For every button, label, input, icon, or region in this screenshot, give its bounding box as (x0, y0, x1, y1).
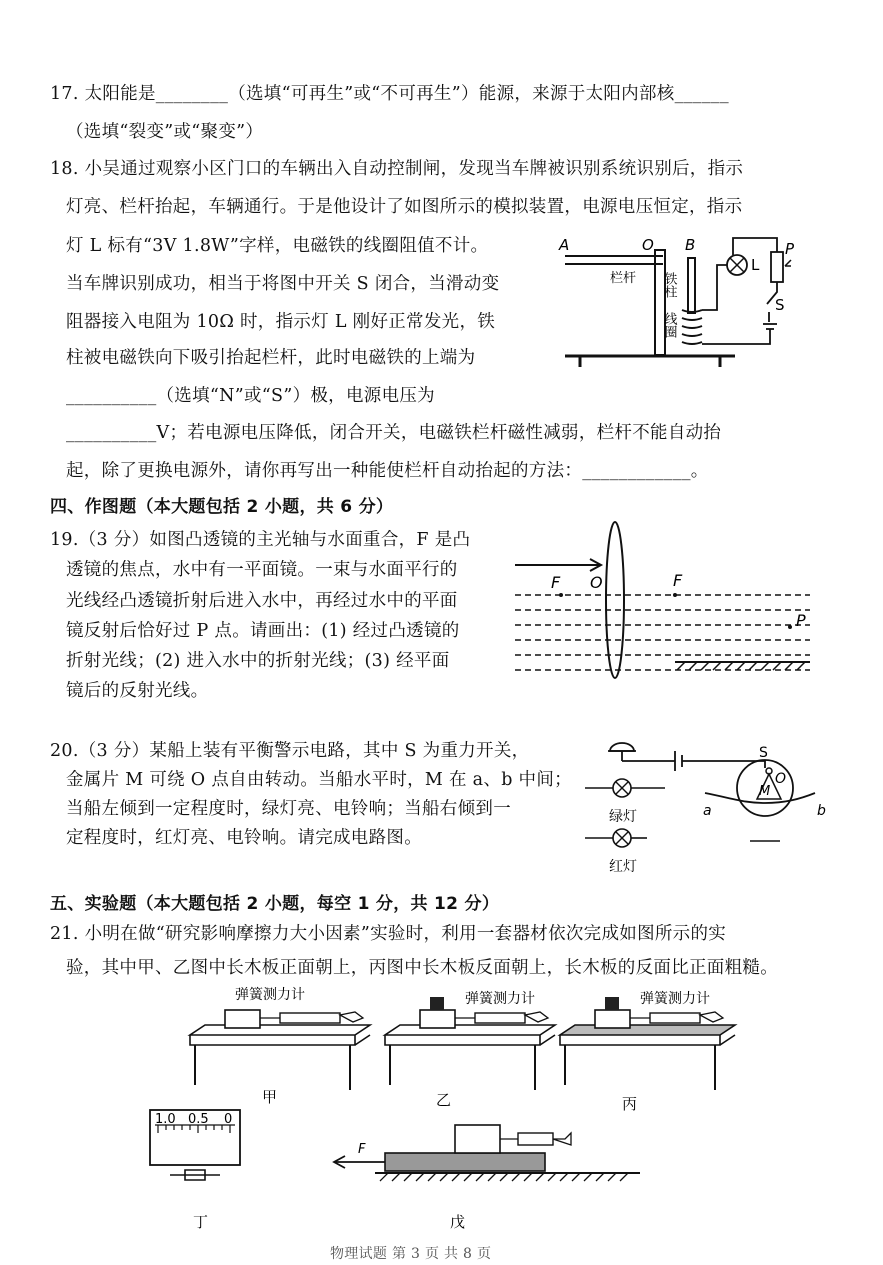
label-meter-bing: 弹簧测力计 (640, 991, 710, 1007)
q20-circuit-diagram (585, 733, 830, 878)
label-b: b (817, 803, 826, 819)
q21-line-1: 21. 小明在做“研究影响摩擦力大小因素”实验时，利用一套器材依次完成如图所示的实 (50, 924, 727, 944)
label-F: F (358, 1142, 366, 1157)
label-wu: 戊 (450, 1213, 466, 1231)
label-A: A (559, 236, 570, 254)
q20-line-1: 20.（3 分）某船上装有平衡警示电路，其中 S 为重力开关， (50, 741, 530, 761)
label-O: O (775, 771, 787, 787)
page-footer: 物理试题 第 3 页 共 8 页 (330, 1246, 492, 1262)
q19-line-3: 光线经凸透镜折射后进入水中，再经过水中的平面 (66, 591, 458, 611)
q19-line-1: 19.（3 分）如图凸透镜的主光轴与水面重合，F 是凸 (50, 530, 471, 550)
label-a: a (703, 803, 712, 819)
q19-line-6: 镜后的反射光线。 (66, 681, 209, 701)
label-xianquan: 线圈 (661, 312, 677, 338)
label-P: P (796, 611, 806, 630)
q21-friction-diagram (140, 985, 760, 1235)
label-jia: 甲 (262, 1088, 278, 1106)
q19-line-5: 折射光线；(2) 进入水中的折射光线；(3) 经平面 (66, 651, 450, 671)
q17-line-2: （选填“裂变”或“聚变”） (66, 122, 264, 142)
label-B: B (685, 236, 696, 254)
q17-line-1: 17. 太阳能是________（选填“可再生”或“不可再生”）能源，来源于太阳内部核______ (50, 84, 729, 104)
q18-line-4: 当车牌识别成功，相当于将图中开关 S 闭合，当滑动变 (66, 274, 500, 294)
label-ding: 丁 (193, 1213, 209, 1231)
label-bing: 丙 (622, 1095, 638, 1113)
label-yi: 乙 (436, 1091, 452, 1109)
label-meter-jia: 弹簧测力计 (235, 987, 305, 1003)
section-5-title: 五、实验题（本大题包括 2 小题，每空 1 分，共 12 分） (50, 894, 500, 914)
q19-lens-diagram (515, 520, 815, 685)
q18-line-6: 柱被电磁铁向下吸引抬起栏杆，此时电磁铁的上端为 (66, 348, 476, 368)
label-meter-yi: 弹簧测力计 (465, 991, 535, 1007)
label-P: P (785, 240, 795, 258)
q20-line-4: 定程度时，红灯亮、电铃响。请完成电路图。 (66, 828, 422, 848)
label-L: L (751, 256, 760, 274)
q20-line-2: 金属片 M 可绕 O 点自由转动。当船水平时，M 在 a、b 中间； (66, 770, 572, 790)
label-S: S (759, 745, 768, 761)
q18-line-7: __________（选填“N”或“S”）极，电源电压为 (66, 386, 435, 406)
label-green-light: 绿灯 (609, 809, 637, 825)
label-red-light: 红灯 (609, 859, 637, 875)
q18-line-2: 灯亮、栏杆抬起，车辆通行。于是他设计了如图所示的模拟装置，电源电压恒定，指示 (66, 197, 743, 217)
label-tiezhu: 铁柱 (661, 272, 677, 298)
label-M: M (759, 784, 771, 799)
q18-line-9: 起，除了更换电源外，请你再写出一种能使栏杆自动抬起的方法：____________。 (66, 461, 709, 481)
q20-line-3: 当船左倾到一定程度时，绿灯亮、电铃响；当船右倾到一 (66, 799, 511, 819)
label-F-left: F (551, 573, 561, 592)
label-gan: 栏杆 (610, 271, 637, 286)
label-O: O (642, 236, 654, 254)
q18-line-1: 18. 小吴通过观察小区门口的车辆出入自动控制闸，发现当车牌被识别系统识别后，指示 (50, 159, 744, 179)
q18-line-8: __________V；若电源电压降低，闭合开关，电磁铁栏杆磁性减弱，栏杆不能自动抬 (66, 423, 722, 443)
section-4-title: 四、作图题（本大题包括 2 小题，共 6 分） (50, 497, 394, 517)
label-S: S (775, 296, 785, 314)
label-F-right: F (673, 571, 683, 590)
q21-line-2: 验，其中甲、乙图中长木板正面朝上，丙图中长木板反面朝上，长木板的反面比正面粗糙。 (66, 958, 778, 978)
q19-line-2: 透镜的焦点，水中有一平面镜。一束与水面平行的 (66, 560, 458, 580)
q18-line-5: 阻器接入电阻为 10Ω 时，指示灯 L 刚好正常发光，铁 (66, 312, 496, 332)
label-O: O (590, 573, 603, 592)
q18-gate-diagram (555, 230, 815, 375)
scale-0: 0 (224, 1112, 233, 1127)
scale-0-5: 0.5 (188, 1112, 209, 1127)
q18-line-3: 灯 L 标有“3V 1.8W”字样，电磁铁的线圈阻值不计。 (66, 236, 489, 256)
scale-1-0: 1.0 (155, 1112, 176, 1127)
q19-line-4: 镜反射后恰好过 P 点。请画出：(1) 经过凸透镜的 (66, 621, 460, 641)
